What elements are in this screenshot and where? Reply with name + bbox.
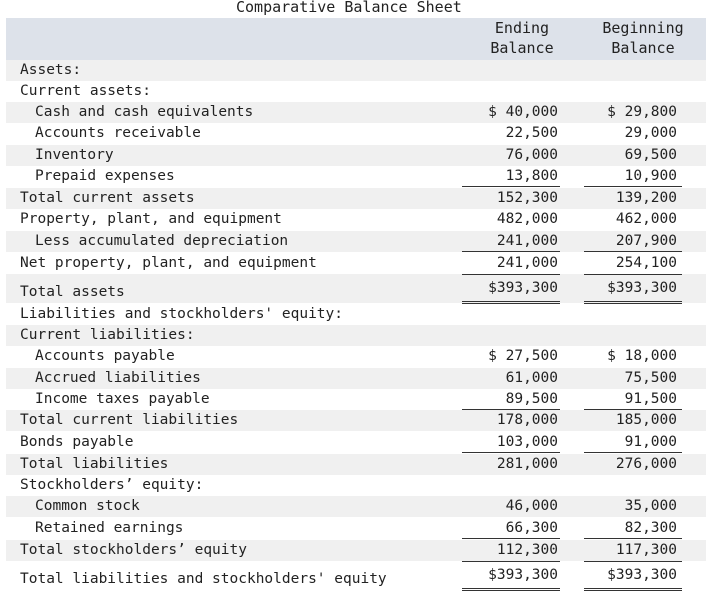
- ending-balance-value: 241,000: [496, 233, 558, 249]
- row-label: Current assets:: [20, 83, 151, 99]
- underline-rule: [462, 251, 560, 252]
- ending-balance-value: 112,300: [496, 542, 558, 558]
- ending-balance-value: 13,800: [505, 168, 558, 184]
- table-row: [6, 274, 706, 303]
- table-row: [6, 209, 706, 230]
- ending-balance-value: 152,300: [496, 190, 558, 206]
- ending-balance-header: Ending Balance: [490, 19, 554, 57]
- row-label: Income taxes payable: [35, 391, 210, 407]
- table-row: [6, 346, 706, 367]
- beginning-balance-value: $ 18,000: [607, 348, 677, 364]
- row-label: Inventory: [35, 147, 114, 163]
- row-label: Property, plant, and equipment: [20, 211, 282, 227]
- row-label: Retained earnings: [35, 520, 184, 536]
- underline-rule: [584, 251, 682, 252]
- row-label: Less accumulated depreciation: [35, 233, 289, 249]
- underline-rule: [462, 590, 560, 591]
- table-row: [6, 188, 706, 209]
- row-label: Accounts receivable: [35, 125, 201, 141]
- row-label: Liabilities and stockholders' equity:: [20, 306, 344, 322]
- ending-balance-value: $ 27,500: [488, 348, 558, 364]
- row-label: Common stock: [35, 498, 140, 514]
- beginning-balance-value: 82,300: [624, 520, 677, 536]
- underline-rule: [584, 588, 682, 589]
- underline-rule: [584, 590, 682, 591]
- ending-balance-value: $ 40,000: [488, 104, 558, 120]
- beginning-balance-value: 91,500: [624, 391, 677, 407]
- table-row: [6, 253, 706, 274]
- beginning-balance-value: 10,900: [624, 168, 677, 184]
- ending-balance-value: 46,000: [505, 498, 558, 514]
- underline-rule: [584, 274, 682, 275]
- underline-rule: [584, 538, 682, 539]
- table-row: [6, 102, 706, 123]
- row-label: Prepaid expenses: [35, 168, 175, 184]
- table-row: [6, 410, 706, 431]
- row-label: Total liabilities: [20, 456, 169, 472]
- row-label: Accounts payable: [35, 348, 175, 364]
- beginning-balance-header: Beginning Balance: [602, 19, 684, 57]
- table-row: [6, 166, 706, 187]
- beginning-balance-value: 139,200: [615, 190, 677, 206]
- table-row: [6, 325, 706, 346]
- underline-rule: [584, 186, 682, 187]
- underline-rule: [462, 186, 560, 187]
- ending-balance-value: 66,300: [505, 520, 558, 536]
- ending-balance-value: 241,000: [496, 255, 558, 271]
- row-label: Total current assets: [20, 190, 195, 206]
- table-row: [6, 454, 706, 475]
- beginning-balance-value: 117,300: [615, 542, 677, 558]
- table-row: [6, 496, 706, 517]
- beginning-balance-value: 35,000: [624, 498, 677, 514]
- ending-balance-value: $393,300: [488, 280, 558, 296]
- beginning-balance-value: 75,500: [624, 370, 677, 386]
- ending-balance-value: 482,000: [496, 211, 558, 227]
- table-row: [6, 389, 706, 410]
- row-label: Accrued liabilities: [35, 370, 201, 386]
- table-row: [6, 123, 706, 144]
- beginning-balance-value: 69,500: [624, 147, 677, 163]
- row-label: Assets:: [20, 62, 82, 78]
- table-row: [6, 81, 706, 102]
- row-label: Total stockholders’ equity: [20, 542, 247, 558]
- row-label: Total liabilities and stockholders' equity: [20, 571, 387, 587]
- beginning-balance-value: $393,300: [607, 280, 677, 296]
- beginning-balance-value: 276,000: [615, 456, 677, 472]
- row-label: Stockholders’ equity:: [20, 477, 204, 493]
- underline-rule: [462, 588, 560, 589]
- blank-cells: [461, 304, 701, 325]
- underline-rule: [462, 538, 560, 539]
- table-row: [6, 145, 706, 166]
- underline-rule: [462, 274, 560, 275]
- table-row: [6, 231, 706, 252]
- table-row: [6, 475, 706, 496]
- beginning-balance-value: 462,000: [615, 211, 677, 227]
- underline-rule: [462, 301, 560, 302]
- table-row: [6, 60, 706, 81]
- underline-rule: [584, 452, 682, 453]
- underline-rule: [462, 452, 560, 453]
- ending-balance-value: 89,500: [505, 391, 558, 407]
- sheet-title: Comparative Balance Sheet: [236, 0, 462, 16]
- table-row: [6, 540, 706, 561]
- table-row: [6, 561, 706, 590]
- ending-balance-value: 61,000: [505, 370, 558, 386]
- table-row: [6, 432, 706, 453]
- underline-rule: [584, 561, 682, 562]
- beginning-balance-value: 185,000: [615, 412, 677, 428]
- beginning-balance-value: 207,900: [615, 233, 677, 249]
- underline-rule: [584, 301, 682, 302]
- row-label: Total current liabilities: [20, 412, 239, 428]
- beginning-balance-value: 91,000: [624, 434, 677, 450]
- row-label: Cash and cash equivalents: [35, 104, 254, 120]
- row-label: Net property, plant, and equipment: [20, 255, 317, 271]
- row-label: Current liabilities:: [20, 327, 195, 343]
- row-label: Total assets: [20, 284, 125, 300]
- ending-balance-value: $393,300: [488, 567, 558, 583]
- ending-balance-value: 281,000: [496, 456, 558, 472]
- table-row: [6, 304, 706, 325]
- ending-balance-value: 103,000: [496, 434, 558, 450]
- beginning-balance-value: $ 29,800: [607, 104, 677, 120]
- beginning-balance-value: 29,000: [624, 125, 677, 141]
- ending-balance-value: 178,000: [496, 412, 558, 428]
- ending-balance-value: 76,000: [505, 147, 558, 163]
- table-row: [6, 518, 706, 539]
- ending-balance-value: 22,500: [505, 125, 558, 141]
- beginning-balance-value: $393,300: [607, 567, 677, 583]
- beginning-balance-value: 254,100: [615, 255, 677, 271]
- underline-rule: [462, 561, 560, 562]
- table-row: [6, 368, 706, 389]
- row-label: Bonds payable: [20, 434, 134, 450]
